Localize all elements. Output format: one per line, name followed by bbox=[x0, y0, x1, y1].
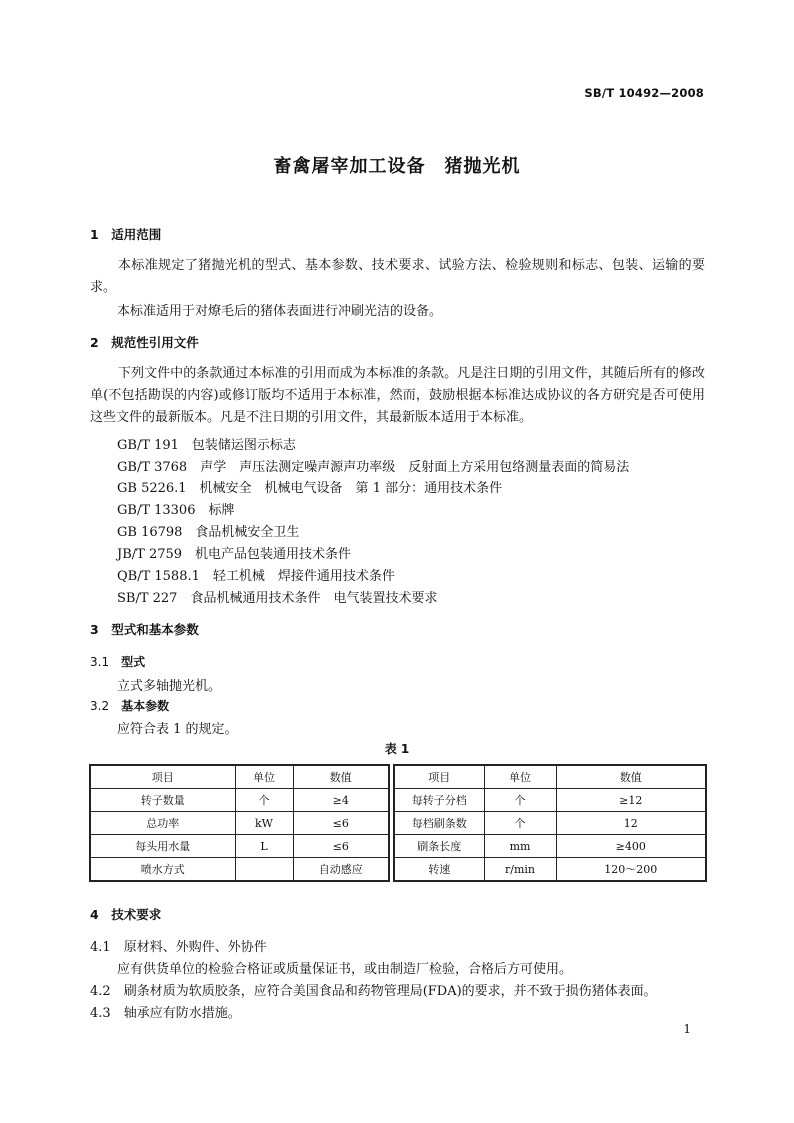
table-cell: 每转子分档 bbox=[394, 789, 484, 812]
reference-item: QB/T 1588.1 轻工机械 焊接件通用技术条件 bbox=[117, 569, 395, 584]
table-row bbox=[90, 812, 389, 835]
table-cell: 12 bbox=[556, 812, 706, 835]
table-cell bbox=[235, 858, 293, 882]
reference-item: GB/T 191 包装储运图示标志 bbox=[117, 438, 296, 453]
table-header-cell: 数值 bbox=[556, 765, 706, 789]
table-header-cell: 项目 bbox=[90, 765, 235, 789]
table-header-row bbox=[394, 765, 706, 789]
table-cell: ≥12 bbox=[556, 789, 706, 812]
section-3-2-text: 应符合表 1 的规定。 bbox=[117, 722, 238, 737]
reference-item: JB/T 2759 机电产品包装通用技术条件 bbox=[117, 547, 352, 562]
table-row bbox=[394, 835, 706, 858]
section-gap bbox=[111, 940, 124, 955]
section-4-2 bbox=[90, 980, 657, 999]
section-gap bbox=[111, 1006, 124, 1021]
table-cell: ≥400 bbox=[556, 835, 706, 858]
table-1-right bbox=[393, 764, 707, 882]
table-header-cell: 单位 bbox=[235, 765, 293, 789]
section-gap bbox=[109, 655, 121, 669]
reference-item: GB 16798 食品机械安全卫生 bbox=[117, 525, 300, 540]
section-gap bbox=[109, 699, 121, 713]
section-4-heading: 4 技术要求 bbox=[90, 907, 162, 922]
section-1-paragraph-2: 本标准适用于对燎毛后的猪体表面进行冲刷光洁的设备。 bbox=[117, 304, 443, 319]
table-header-cell: 项目 bbox=[394, 765, 484, 789]
page-number: 1 bbox=[683, 1022, 691, 1036]
table-cell: 每档刷条数 bbox=[394, 812, 484, 835]
table-cell: 个 bbox=[484, 789, 556, 812]
section-title: 型式 bbox=[121, 655, 146, 669]
section-3-1-text: 立式多轴抛光机。 bbox=[117, 679, 222, 694]
table-cell: 转速 bbox=[394, 858, 484, 882]
table-caption: 表 1 bbox=[384, 742, 410, 756]
table-row bbox=[90, 789, 389, 812]
section-3-heading: 3 型式和基本参数 bbox=[90, 622, 199, 637]
section-text: 轴承应有防水措施。 bbox=[123, 1006, 241, 1021]
table-cell: 喷水方式 bbox=[90, 858, 235, 882]
section-gap bbox=[111, 984, 124, 999]
table-1-left bbox=[89, 764, 390, 882]
table-cell: 个 bbox=[484, 812, 556, 835]
table-cell: 总功率 bbox=[90, 812, 235, 835]
reference-item: SB/T 227 食品机械通用技术条件 电气装置技术要求 bbox=[117, 591, 438, 606]
table-cell: 120～200 bbox=[556, 858, 706, 882]
table-row bbox=[90, 858, 389, 882]
section-number: 4.3 bbox=[90, 1006, 111, 1021]
table-header-cell: 单位 bbox=[484, 765, 556, 789]
standard-code: SB/T 10492—2008 bbox=[584, 86, 704, 100]
section-4-3 bbox=[90, 1002, 241, 1021]
section-4-1-body: 应有供货单位的检验合格证或质量保证书，或由制造厂检验，合格后方可使用。 bbox=[117, 962, 573, 977]
section-number: 4.1 bbox=[90, 940, 111, 955]
section-1-paragraph-1: 本标准规定了猪抛光机的型式、基本参数、技术要求、试验方法、检验规则和标志、包装、运输的要求。 bbox=[90, 258, 705, 295]
table-cell: 自动感应 bbox=[293, 858, 389, 882]
table-cell: r/min bbox=[484, 858, 556, 882]
section-text: 原材料、外购件、外协件 bbox=[123, 940, 267, 955]
table-header-cell: 数值 bbox=[293, 765, 389, 789]
section-number: 3.2 bbox=[90, 699, 110, 713]
table-cell: ≥4 bbox=[293, 789, 389, 812]
section-text: 刷条材质为软质胶条，应符合美国食品和药物管理局(FDA)的要求，并不致于损伤猪体表面。 bbox=[123, 984, 657, 999]
section-3-2-heading bbox=[90, 697, 169, 714]
table-cell: 转子数量 bbox=[90, 789, 235, 812]
table-header-row bbox=[90, 765, 389, 789]
section-2-intro: 下列文件中的条款通过本标准的引用而成为本标准的条款。凡是注日期的引用文件，其随后所有的修改单(不包括勘误的内容)或修订版均不适用于本标准，然而，鼓励根据本标准达成协议的各方研究是否可使用这些文件的最新版本。凡是不注日期的引用文件，其最新版本适用于本标准。 bbox=[90, 366, 705, 425]
reference-item: GB/T 13306 标牌 bbox=[117, 503, 235, 518]
section-number: 4.2 bbox=[90, 984, 111, 999]
section-4-1 bbox=[90, 936, 267, 955]
table-cell: ≤6 bbox=[293, 812, 389, 835]
page-title: 畜禽屠宰加工设备 猪抛光机 bbox=[273, 156, 521, 177]
section-1-heading: 1 适用范围 bbox=[90, 227, 162, 242]
section-3-1-heading bbox=[90, 653, 145, 670]
reference-item: GB 5226.1 机械安全 机械电气设备 第 1 部分：通用技术条件 bbox=[117, 481, 503, 496]
table-cell: ≤6 bbox=[293, 835, 389, 858]
table-row bbox=[394, 812, 706, 835]
table-row bbox=[90, 835, 389, 858]
section-number: 3.1 bbox=[90, 655, 110, 669]
section-2-heading: 2 规范性引用文件 bbox=[90, 335, 199, 350]
table-cell: mm bbox=[484, 835, 556, 858]
section-title: 基本参数 bbox=[121, 699, 170, 713]
table-row bbox=[394, 858, 706, 882]
reference-item: GB/T 3768 声学 声压法测定噪声源声功率级 反射面上方采用包络测量表面的简易法 bbox=[117, 460, 630, 475]
table-cell: L bbox=[235, 835, 293, 858]
table-cell: 个 bbox=[235, 789, 293, 812]
table-cell: kW bbox=[235, 812, 293, 835]
table-cell: 刷条长度 bbox=[394, 835, 484, 858]
table-cell: 每头用水量 bbox=[90, 835, 235, 858]
table-row bbox=[394, 789, 706, 812]
